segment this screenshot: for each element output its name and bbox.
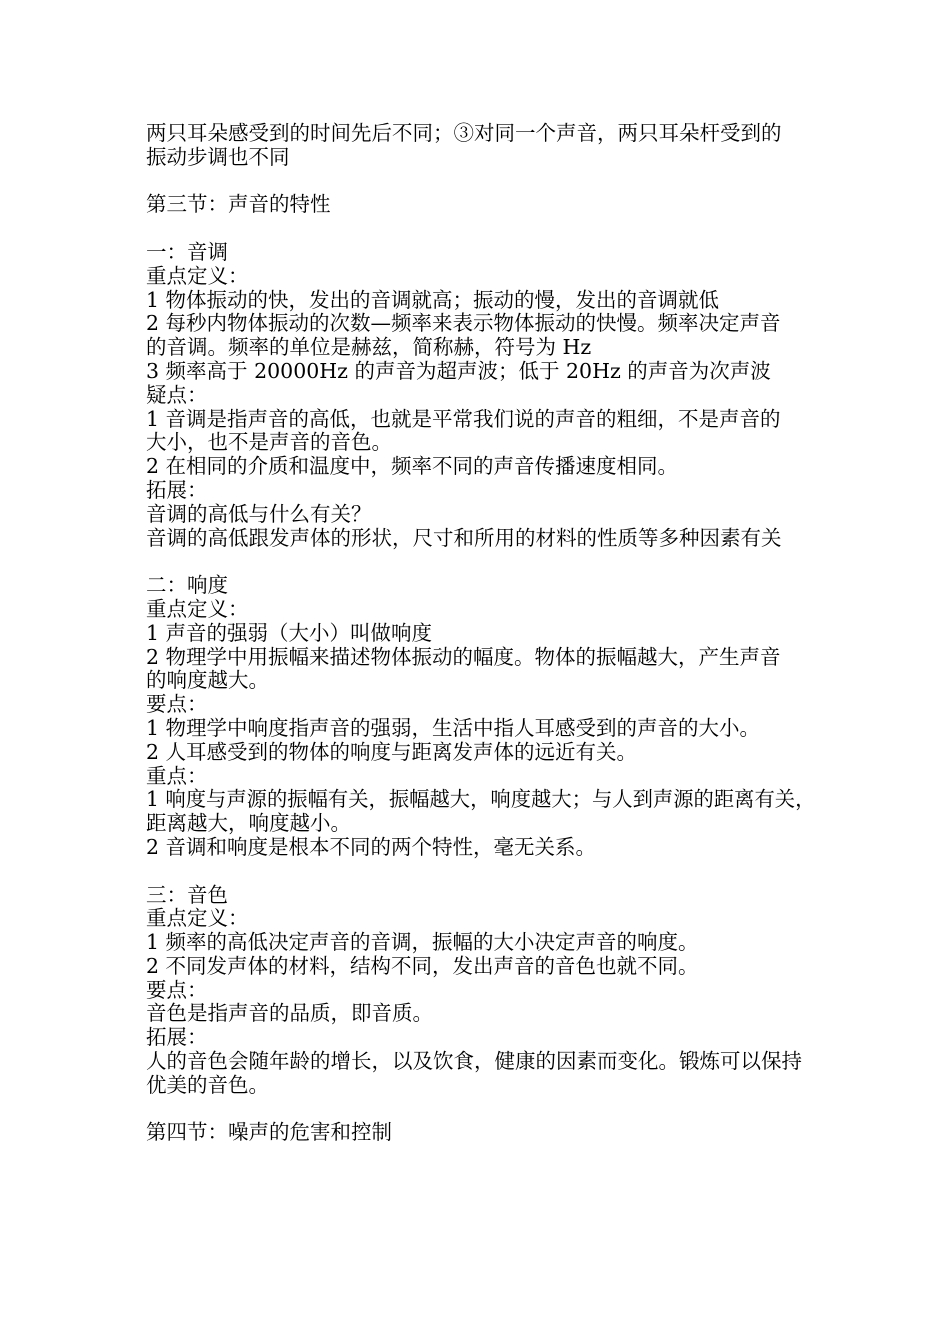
text-line: 2 音调和响度是根本不同的两个特性，毫无关系。	[146, 834, 597, 859]
text-line: 重点：	[146, 763, 208, 788]
text-line: 1 声音的强弱（大小）叫做响度	[146, 620, 433, 645]
text-line: 人的音色会随年龄的增长，以及饮食，健康的因素而变化。锻炼可以保持	[146, 1049, 802, 1074]
text-line: 振动步调也不同	[146, 144, 290, 169]
text-line: 2 不同发声体的材料，结构不同，发出声音的音色也就不同。	[146, 953, 699, 978]
text-line: 的响度越大。	[146, 668, 269, 693]
text-line: 要点：	[146, 692, 208, 717]
blank-line	[146, 1098, 816, 1122]
subsection-heading: 一：音调	[146, 239, 228, 264]
text-line: 大小，也不是声音的音色。	[146, 430, 392, 455]
text-line: 1 频率的高低决定声音的音调，振幅的大小决定声音的响度。	[146, 930, 699, 955]
text-line: 两只耳朵感受到的时间先后不同；③对同一个声音，两只耳朵杆受到的	[146, 121, 782, 145]
text-line: 1 物体振动的快，发出的音调就高；振动的慢，发出的音调就低	[146, 287, 720, 312]
text-line: 要点：	[146, 977, 208, 1002]
text-line: 拓展：	[146, 1025, 208, 1050]
text-line: 1 音调是指声音的高低，也就是平常我们说的声音的粗细，不是声音的	[146, 406, 781, 431]
text-line: 距离越大，响度越小。	[146, 811, 351, 836]
text-line: 的音调。频率的单位是赫兹，简称赫，符号为 Hz	[146, 335, 592, 360]
text-line: 2 在相同的介质和温度中，频率不同的声音传播速度相同。	[146, 454, 679, 479]
text-line: 音调的高低跟发声体的形状，尺寸和所用的材料的性质等多种因素有关	[146, 525, 782, 550]
blank-line	[146, 550, 816, 574]
blank-line	[146, 860, 816, 884]
text-line: 2 物理学中用振幅来描述物体振动的幅度。物体的振幅越大，产生声音	[146, 644, 781, 669]
text-line: 拓展：	[146, 477, 208, 502]
text-line: 2 每秒内物体振动的次数—频率来表示物体振动的快慢。频率决定声音	[146, 311, 781, 336]
subsection-heading: 二：响度	[146, 573, 228, 598]
blank-line	[146, 217, 816, 241]
section-heading: 第三节：声音的特性	[146, 192, 331, 217]
text-line: 疑点：	[146, 382, 208, 407]
text-line: 1 响度与声源的振幅有关，振幅越大，响度越大；与人到声源的距离有关，	[146, 787, 816, 812]
text-line: 音调的高低与什么有关？	[146, 501, 372, 526]
blank-line	[146, 170, 816, 194]
text-line: 1 物理学中响度指声音的强弱，生活中指人耳感受到的声音的大小。	[146, 715, 761, 740]
text-line: 重点定义：	[146, 906, 249, 931]
document-page	[146, 122, 816, 1145]
text-line: 音色是指声音的品质，即音质。	[146, 1001, 433, 1026]
section-heading: 第四节：噪声的危害和控制	[146, 1120, 392, 1145]
text-line: 重点定义：	[146, 596, 249, 621]
text-line: 3 频率高于 20000Hz 的声音为超声波；低于 20Hz 的声音为次声波	[146, 358, 771, 383]
text-line: 优美的音色。	[146, 1072, 269, 1097]
subsection-heading: 三：音色	[146, 882, 228, 907]
text-line: 重点定义：	[146, 263, 249, 288]
text-line: 2 人耳感受到的物体的响度与距离发声体的远近有关。	[146, 739, 638, 764]
